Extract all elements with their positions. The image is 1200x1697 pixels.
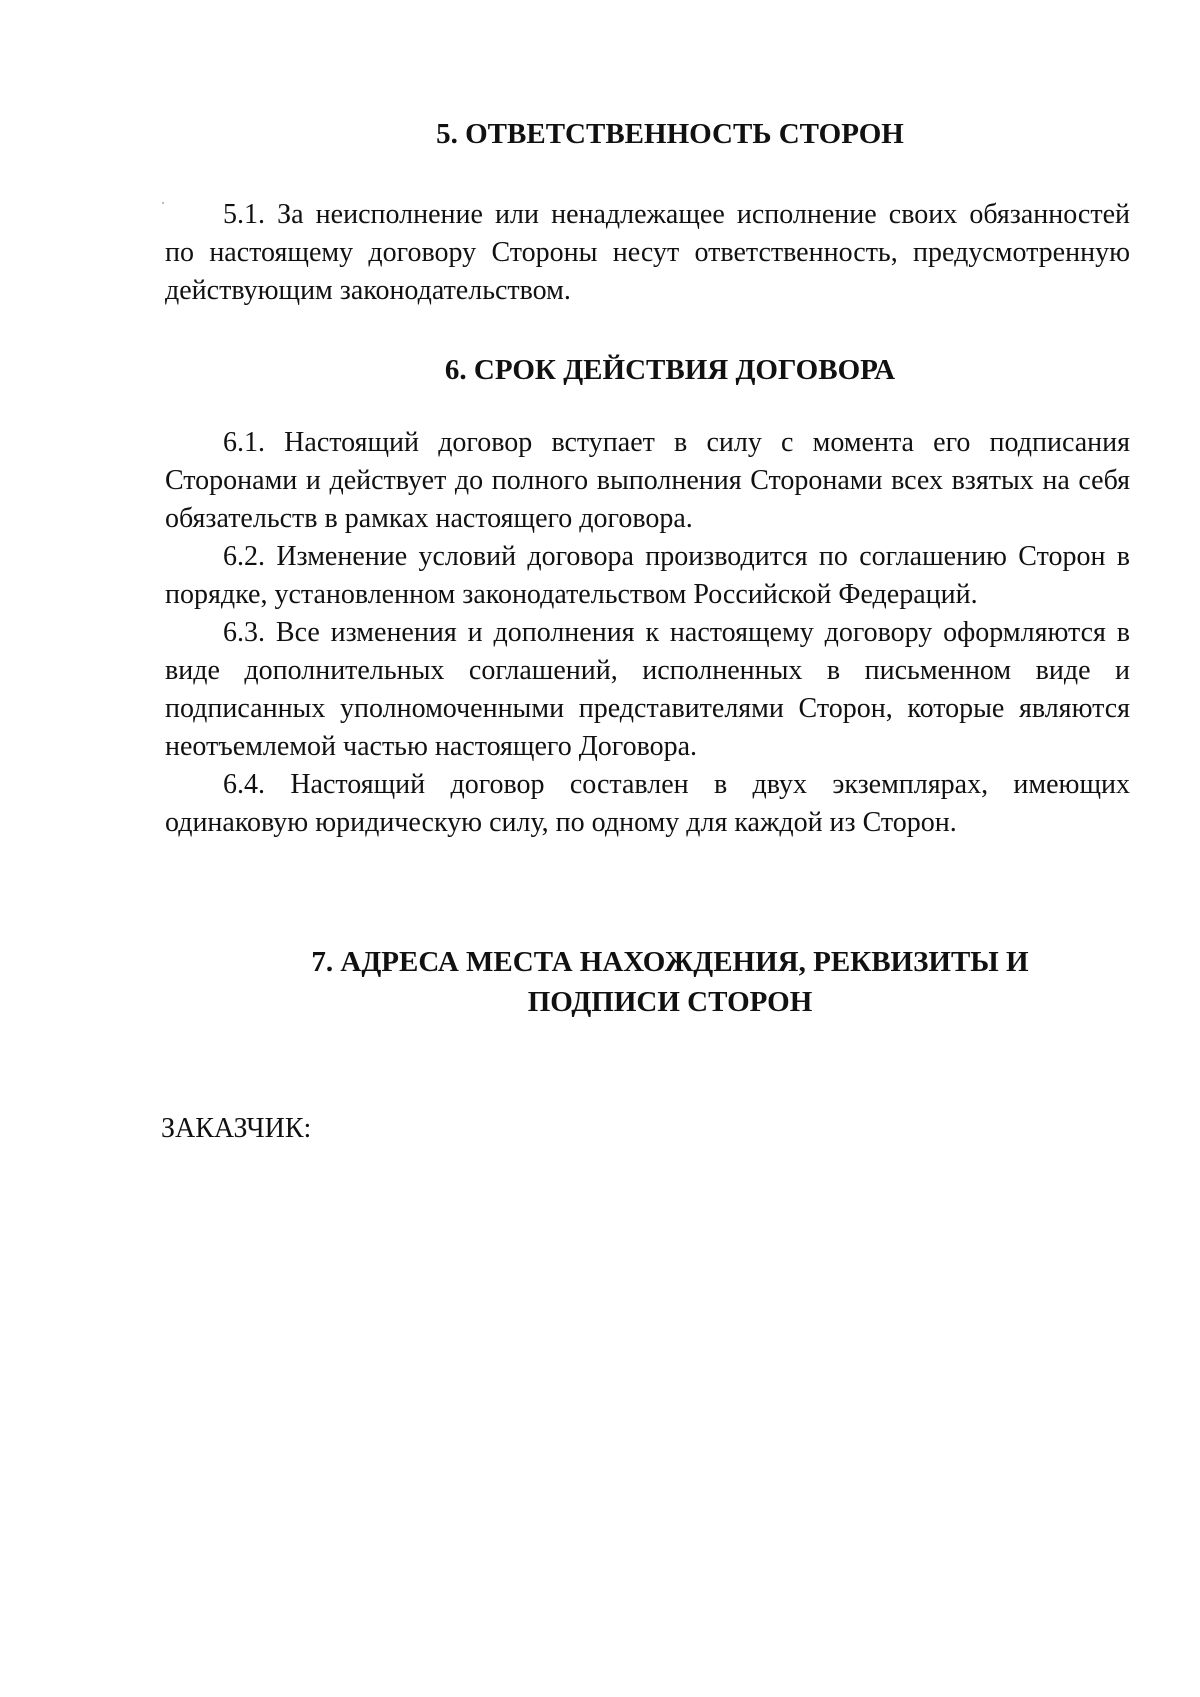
section-5-body (165, 196, 1130, 310)
clause-5-1: 5.1. За неисполнение или ненадлежащее исполнение своих обязанностей по настоящему договору Стороны несут ответственность, предусмотренную действующим законодательством. (165, 199, 1130, 306)
section-6-heading: 6. СРОК ДЕЙСТВИЯ ДОГОВОРА (444, 354, 896, 386)
section-7-heading (70, 942, 1200, 1022)
section-7-heading-line1: 7. АДРЕСА МЕСТА НАХОЖДЕНИЯ, РЕКВИЗИТЫ И (311, 946, 1029, 978)
section-5-heading: 5. ОТВЕТСТВЕННОСТЬ СТОРОН (436, 118, 904, 150)
section-7-heading-line2: ПОДПИСИ СТОРОН (527, 986, 813, 1018)
scan-speck (162, 202, 164, 204)
clause-6-4: 6.4. Настоящий договор составлен в двух экземплярах, имеющих одинаковую юридическую силу, по одному для каждой из Сторон. (165, 769, 1130, 838)
clause-6-1: 6.1. Настоящий договор вступает в силу с момента его подписания Сторонами и действует до полного выполнения Сторонами всех взятых на себя обязательств в рамках настоящего договора. (165, 427, 1130, 534)
clause-6-3: 6.3. Все изменения и дополнения к настоящему договору оформляются в виде дополнительных соглашений, исполненных в письменном виде и подписанных уполномоченными представителями Сторон, которые являются неотъемлемой частью настоящего Договора. (165, 617, 1130, 762)
clause-6-2: 6.2. Изменение условий договора производится по соглашению Сторон в порядке, установленном законодательством Российской Федераций. (165, 541, 1130, 610)
customer-label: ЗАКАЗЧИК: (161, 1113, 312, 1144)
section-6-body (165, 424, 1130, 842)
